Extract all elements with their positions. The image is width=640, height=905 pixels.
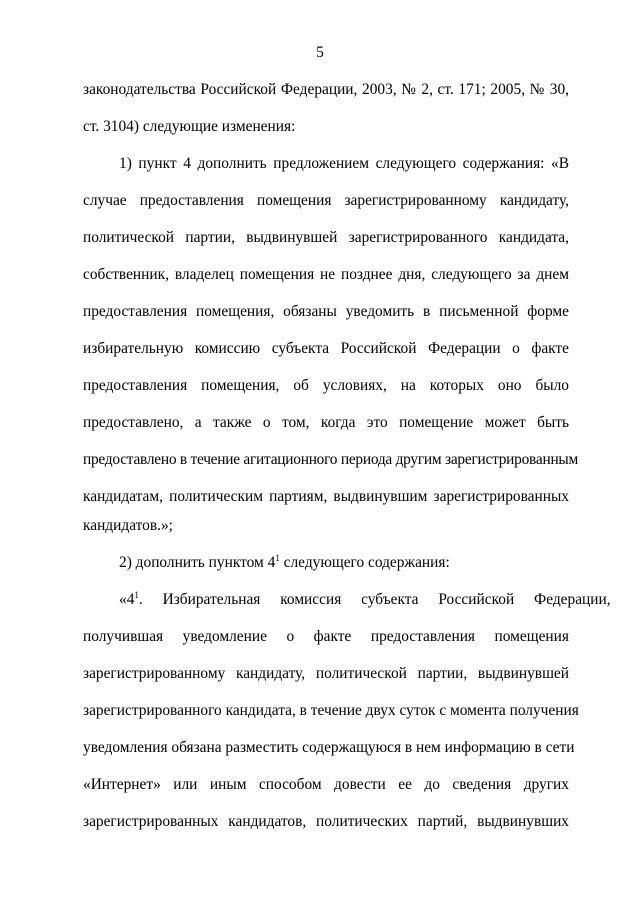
paragraph-first-line: 1) пункт 4 дополнить предложением следующего содержания: «В: [119, 155, 569, 172]
text-line: предоставления помещения, обязаны уведомить в письменной форме: [83, 303, 569, 320]
text-fragment: . Избирательная комиссия субъекта Российской Федерации,: [138, 591, 611, 608]
text-line: получившая уведомление о факте предоставления помещения: [83, 628, 569, 645]
page-number: 5: [316, 44, 324, 61]
text-fragment: следующего содержания:: [279, 554, 450, 571]
text-line: «Интернет» или иным способом довести ее до сведения других: [83, 776, 569, 793]
text-fragment: «4: [119, 591, 135, 608]
paragraph-first-line: [119, 590, 611, 610]
text-line: ст. 3104) следующие изменения:: [83, 118, 296, 135]
paragraph-first-line: [119, 553, 569, 573]
text-line: собственник, владелец помещения не позднее дня, следующего за днем: [83, 266, 569, 283]
text-line: политической партии, выдвинувшей зарегистрированного кандидата,: [83, 229, 569, 246]
text-line: зарегистрированных кандидатов, политических партий, выдвинувших: [83, 813, 569, 830]
text-line: зарегистрированному кандидату, политической партии, выдвинувшей: [83, 665, 569, 682]
text-line: кандидатам, политическим партиям, выдвинувшим зарегистрированных: [83, 488, 569, 505]
superscript: 1: [134, 590, 139, 600]
text-line: зарегистрированного кандидата, в течение двух суток с момента получения: [83, 702, 579, 719]
text-line: предоставления помещения, об условиях, на которых оно было: [83, 377, 569, 394]
text-line: случае предоставления помещения зарегистрированному кандидату,: [83, 192, 569, 209]
superscript: 1: [275, 553, 280, 563]
text-line: предоставлено в течение агитационного периода другим зарегистрированным: [83, 451, 579, 468]
text-line: кандидатов.»;: [83, 517, 173, 534]
text-line: предоставлено, а также о том, когда это помещение может быть: [83, 414, 569, 431]
text-line: законодательства Российской Федерации, 2003, № 2, ст. 171; 2005, № 30,: [83, 81, 569, 98]
text-line: уведомления обязана разместить содержащуюся в нем информацию в сети: [83, 739, 575, 756]
text-line: избирательную комиссию субъекта Российской Федерации о факте: [83, 340, 569, 357]
text-fragment: 2) дополнить пунктом 4: [119, 554, 276, 571]
